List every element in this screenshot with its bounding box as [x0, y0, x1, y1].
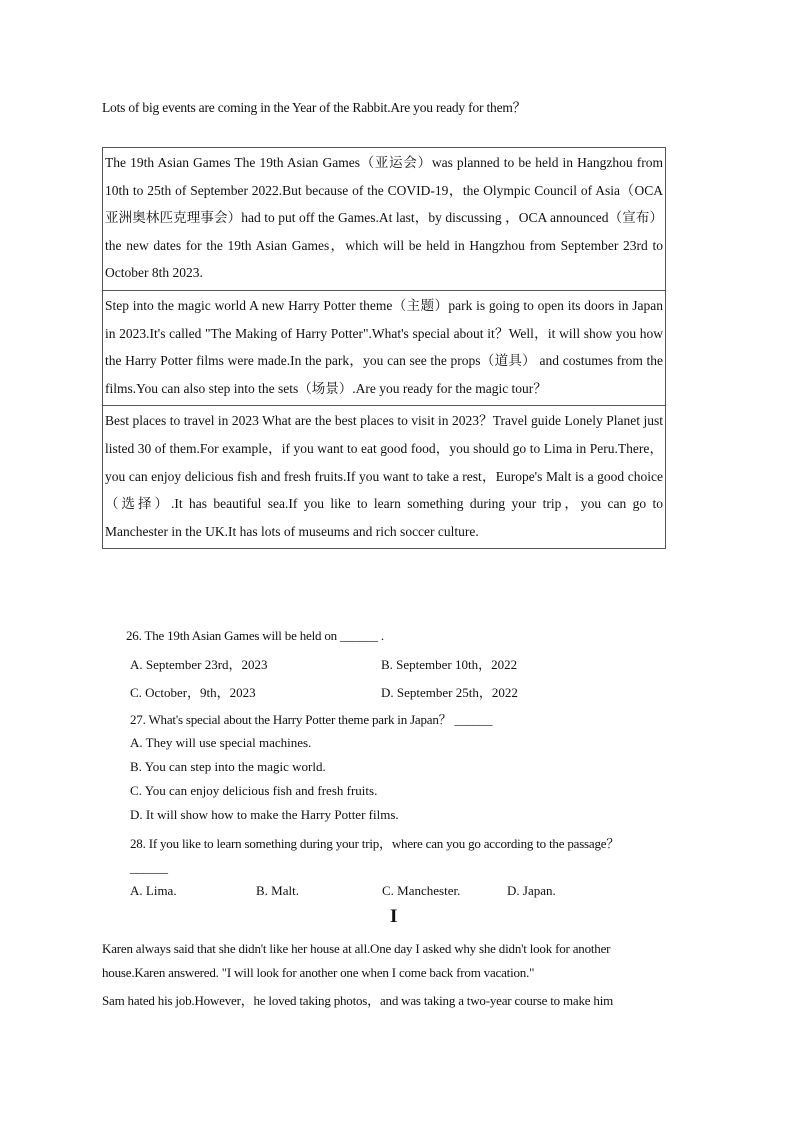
question-28: 28. If you like to learn something during your trip，where can you go according to the passage？ — [130, 836, 620, 851]
question-27-option-c: C. You can enjoy delicious fish and fresh fruits. — [130, 783, 378, 798]
passage-travel: Best places to travel in 2023 What are the best places to visit in 2023？Travel guide Lonely Planet just listed 30 of them.For example，if you want to eat good food，you should go to Lima in Peru.There，you can enjoy delicious fish and fresh fruits.If you want to take a rest，Europe's Malt is a good choice （选择）.It has beautiful sea.If you like to learn something during your trip，you can go to Manchester in the UK.It has lots of museums and rich soccer culture. — [103, 405, 665, 548]
question-28-blank: ______ — [130, 860, 168, 875]
question-28-option-b: B. Malt. — [256, 883, 299, 898]
question-28-option-d: D. Japan. — [507, 883, 556, 898]
question-26-option-a: A. September 23rd，2023 — [130, 657, 268, 672]
question-26: 26. The 19th Asian Games will be held on ______ . — [126, 628, 384, 643]
question-28-option-c: C. Manchester. — [382, 883, 461, 898]
passages-table — [102, 147, 666, 549]
passage-harry-potter: Step into the magic world A new Harry Potter theme（主题）park is going to open its doors in Japan in 2023.It's called "The Making of Harry Potter".What's special about it？Well，it will show you how the Harry Potter films were made.In the park，you can see the props（道具） and costumes from the films.You can also step into the sets（场景）.Are you ready for the magic tour？ — [103, 290, 665, 405]
question-28-option-a: A. Lima. — [130, 883, 177, 898]
question-26-option-c: C. October，9th，2023 — [130, 685, 256, 700]
paragraph-line: Karen always said that she didn't like her house at all.One day I asked why she didn't look for another — [102, 941, 611, 956]
question-27-option-d: D. It will show how to make the Harry Potter films. — [130, 807, 399, 822]
intro-text: Lots of big events are coming in the Year of the Rabbit.Are you ready for them？ — [102, 100, 526, 115]
question-27-option-b: B. You can step into the magic world. — [130, 759, 326, 774]
question-26-option-d: D. September 25th，2022 — [381, 685, 518, 700]
question-27: 27. What's special about the Harry Potter theme park in Japan？ ______ — [130, 712, 493, 727]
paragraph-line: Sam hated his job.However，he loved taking photos，and was taking a two-year course to make him — [102, 993, 614, 1008]
section-heading: I — [390, 906, 398, 927]
passage-asian-games: The 19th Asian Games The 19th Asian Games（亚运会）was planned to be held in Hangzhou from 10th to 25th of September 2022.But because of the COVID-19，the Olympic Council of Asia（OCA 亚洲奥林匹克理事会）had to put off the Games.At last，by discussing ，OCA announced（宣布） the new dates for the 19th Asian Games，which will be held in Hangzhou from September 23rd to October 8th 2023. — [105, 155, 663, 281]
paragraph-line: house.Karen answered. "I will look for another one when I come back from vacation." — [102, 965, 535, 980]
question-27-option-a: A. They will use special machines. — [130, 735, 312, 750]
question-26-option-b: B. September 10th，2022 — [381, 657, 518, 672]
